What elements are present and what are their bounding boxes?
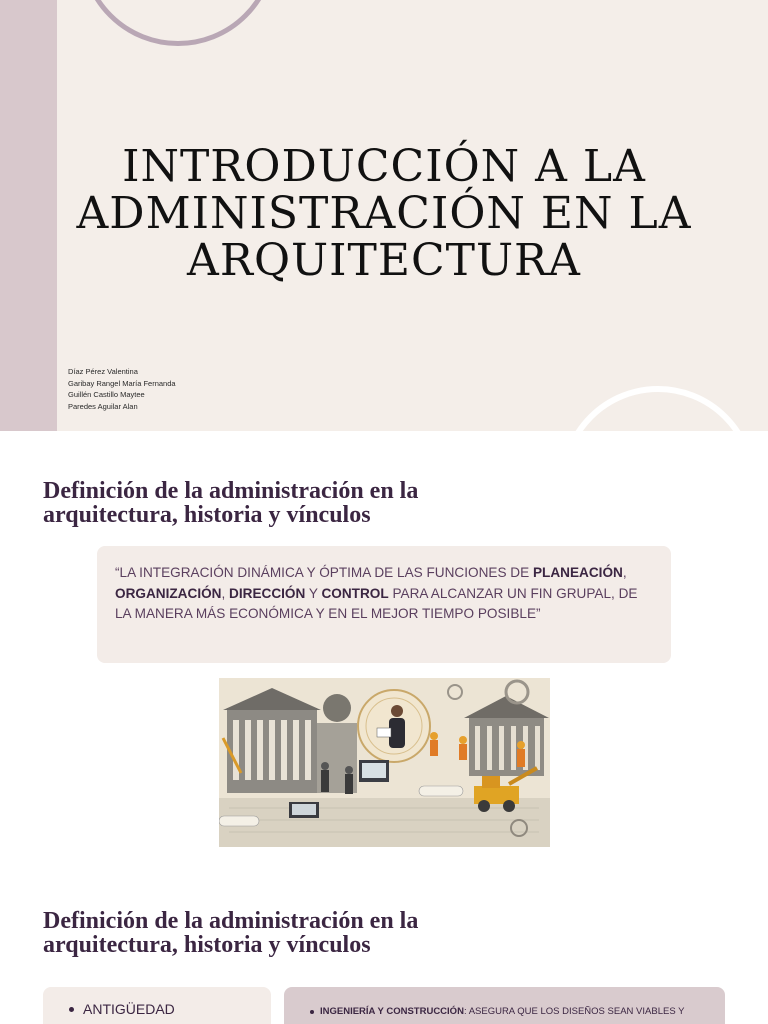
quote-keyword-organizacion: ORGANIZACIÓN bbox=[115, 585, 222, 601]
links-list bbox=[310, 1006, 725, 1017]
history-list-item: ANTIGÜEDAD bbox=[69, 1001, 271, 1017]
cover-title bbox=[60, 143, 708, 284]
quote-keyword-direccion: DIRECCIÓN bbox=[229, 585, 306, 601]
definition-slide bbox=[0, 431, 768, 871]
decorative-ring-bottom bbox=[560, 386, 756, 431]
decorative-ring-top bbox=[80, 0, 276, 46]
cover-title-line: ADMINISTRACIÓN EN LA bbox=[76, 188, 692, 239]
definition-quote-card bbox=[97, 546, 671, 663]
quote-separator: Y bbox=[305, 585, 322, 601]
cover-title-line: INTRODUCCIÓN A LA bbox=[122, 141, 646, 192]
author-name: Paredes Aguilar Alan bbox=[68, 401, 138, 411]
links-list-item bbox=[310, 1006, 725, 1017]
quote-text: “LA INTEGRACIÓN DINÁMICA Y ÓPTIMA DE LAS FUNCIONES DE bbox=[115, 565, 533, 580]
link-description: : ASEGURA QUE LOS DISEÑOS SEAN VIABLES Y bbox=[463, 1006, 685, 1017]
quote-keyword-control: CONTROL bbox=[321, 585, 389, 601]
section-heading-line: Definición de la administración en la bbox=[43, 908, 419, 934]
quote-text: PARA ALCANZAR UN FIN GRUPAL, DE LA MANERA MÁS ECONÓMICA Y EN EL MEJOR TIEMPO POSIBLE” bbox=[115, 585, 638, 621]
section-heading bbox=[43, 479, 483, 527]
architecture-administration-illustration bbox=[219, 678, 550, 847]
link-title: INGENIERÍA Y CONSTRUCCIÓN bbox=[320, 1006, 464, 1017]
author-name: Garibay Rangel María Fernanda bbox=[68, 378, 176, 388]
history-slide bbox=[0, 871, 768, 1024]
section-heading bbox=[43, 909, 483, 957]
section-heading-line: arquitectura, historia y vínculos bbox=[43, 502, 371, 528]
quote-separator: , bbox=[221, 585, 230, 601]
cover-side-band bbox=[0, 0, 57, 431]
history-card bbox=[43, 987, 271, 1024]
section-heading-line: Definición de la administración en la bbox=[43, 478, 419, 504]
cover-slide bbox=[0, 0, 768, 431]
cover-title-line: ARQUITECTURA bbox=[187, 235, 581, 286]
history-list bbox=[69, 1001, 271, 1017]
section-heading-line: arquitectura, historia y vínculos bbox=[43, 932, 371, 958]
author-list bbox=[68, 366, 176, 412]
author-name: Guillén Castillo Maytee bbox=[68, 390, 145, 399]
quote-keyword-planeacion: PLANEACIÓN bbox=[532, 565, 623, 580]
author-name: Díaz Pérez Valentina bbox=[68, 367, 138, 376]
quote-separator: , bbox=[622, 565, 627, 580]
illustration-art bbox=[219, 678, 550, 847]
links-card bbox=[284, 987, 725, 1024]
